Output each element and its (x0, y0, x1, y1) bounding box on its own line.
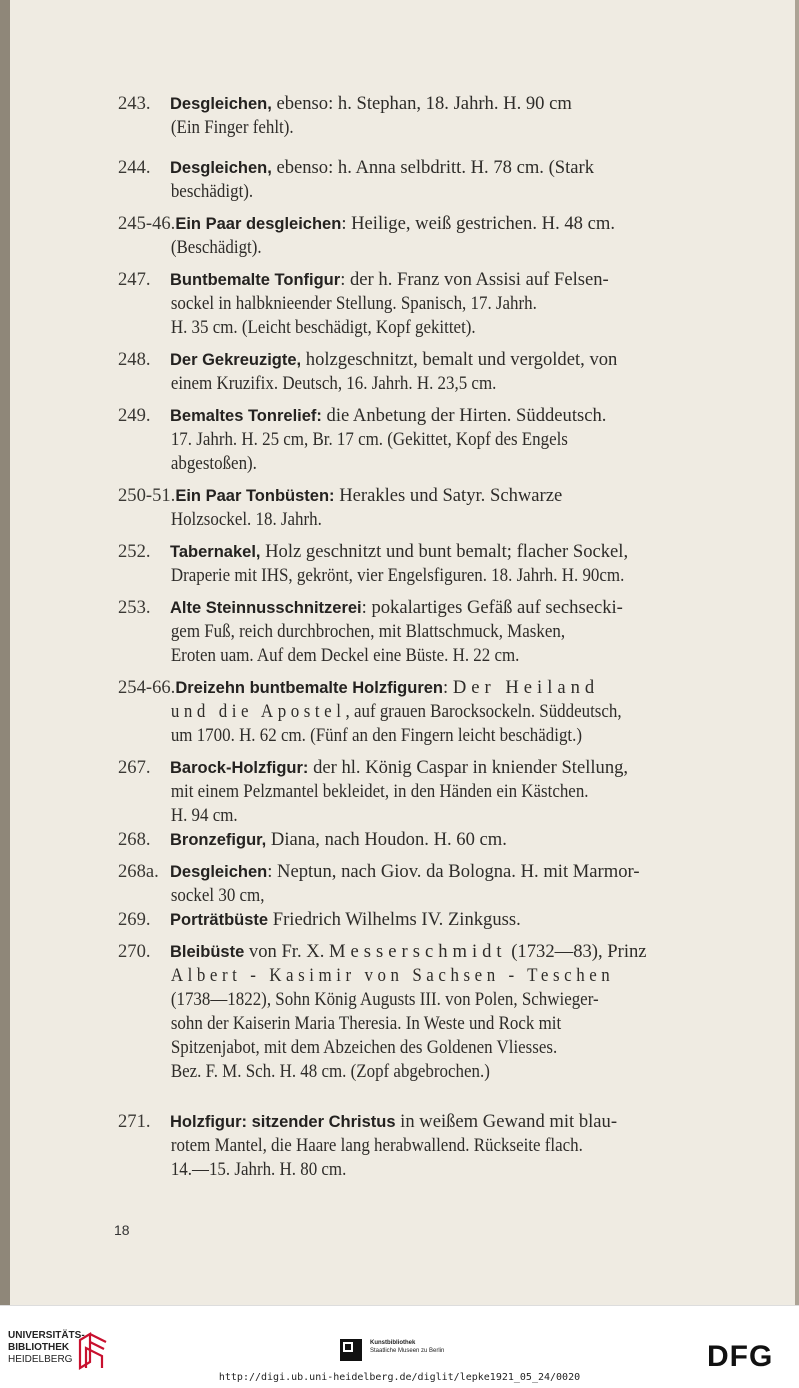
entry-text: rotem Mantel, die Haare lang herabwallend. Rückseite flach. (170, 1135, 583, 1156)
entry-number: 253. (118, 597, 151, 618)
entry-text: Herakles und Satyr. Schwarze (334, 485, 563, 506)
catalog-entry-245-46 (118, 212, 768, 260)
entry-text: Eroten uam. Auf dem Deckel eine Büste. H. 22 cm. (170, 645, 520, 666)
entry-text: in weißem Gewand mit blau- (395, 1111, 618, 1132)
entry-line (118, 92, 768, 116)
entry-line (118, 236, 710, 260)
entry-line (118, 116, 710, 140)
entry-text: Holzsockel. 18. Jahrh. (170, 509, 322, 530)
entry-number: 268a. (118, 861, 159, 882)
entry-number: 252. (118, 541, 151, 562)
ub-heidelberg-logo-icon[interactable] (76, 1330, 112, 1370)
entry-line (118, 404, 768, 428)
entry-title: Porträtbüste (170, 911, 269, 929)
entry-line (118, 540, 768, 564)
entry-text: Bez. F. M. Sch. H. 48 cm. (Zopf abgebrochen.) (170, 1061, 490, 1082)
entry-number: 270. (118, 941, 151, 962)
entry-number: 249. (118, 405, 151, 426)
entry-spaced-name: Albert - Kasimir von Sachsen - Teschen (170, 965, 615, 986)
entry-text: mit einem Pelzmantel bekleidet, in den Händen ein Kästchen. (170, 781, 589, 802)
entry-title: Ein Paar Tonbüsten: (175, 487, 335, 505)
entry-line (118, 988, 710, 1012)
entry-spaced-name: Messerschmidt (329, 941, 507, 962)
entry-line (118, 1134, 710, 1158)
entry-text: (Beschädigt). (170, 237, 262, 258)
entry-text: Spitzenjabot, mit dem Abzeichen des Goldenen Vliesses. (170, 1037, 558, 1058)
entry-line (118, 316, 710, 340)
entry-line (118, 700, 710, 724)
entry-text: einem Kruzifix. Deutsch, 16. Jahrh. H. 23,5 cm. (170, 373, 497, 394)
entry-text: beschädigt). (170, 181, 254, 202)
entry-text: die Anbetung der Hirten. Süddeutsch. (321, 405, 607, 426)
catalog-entry-248 (118, 348, 768, 396)
entry-title: Desgleichen, (170, 95, 272, 113)
entry-text: ebenso: h. Stephan, 18. Jahrh. H. 90 cm (271, 93, 572, 114)
entry-line (118, 908, 768, 932)
catalog-entry-249 (118, 404, 768, 476)
kb-line-2: Staatliche Museen zu Berlin (370, 1348, 445, 1354)
entry-title: Ein Paar desgleichen (175, 215, 342, 233)
entry-line (118, 1036, 710, 1060)
entry-text: Friedrich Wilhelms IV. Zinkguss. (268, 909, 521, 930)
entry-text: sockel in halbknieender Stellung. Spanisch, 17. Jahrh. (170, 293, 537, 314)
entry-line (118, 884, 710, 908)
entry-line (118, 452, 710, 476)
entry-text: : (443, 677, 453, 698)
entry-line (118, 644, 710, 668)
entry-line (118, 620, 710, 644)
catalog-entry-267 (118, 756, 768, 828)
entry-number: 244. (118, 157, 151, 178)
entry-number: 243. (118, 93, 151, 114)
catalog-entry-268 (118, 828, 768, 852)
entry-line (118, 156, 768, 180)
entry-line (118, 292, 710, 316)
entry-line (118, 1110, 768, 1134)
entry-number: 267. (118, 757, 151, 778)
entry-line (118, 1012, 710, 1036)
entry-title: Barock-Holzfigur: (170, 759, 309, 777)
dfg-logo[interactable]: DFG (707, 1340, 774, 1373)
entry-text: 17. Jahrh. H. 25 cm, Br. 17 cm. (Gekittet, Kopf des Engels (170, 429, 568, 450)
entry-spaced-name: und die Apostel (170, 701, 346, 722)
entry-line (118, 372, 710, 396)
entry-text: von Fr. X. (244, 941, 329, 962)
ub-line-2: BIBLIOTHEK (8, 1342, 70, 1353)
entry-line (118, 180, 710, 204)
entry-text: 14.—15. Jahrh. H. 80 cm. (170, 1159, 347, 1180)
entry-text: : Neptun, nach Giov. da Bologna. H. mit Marmor- (267, 861, 640, 882)
entry-number: 271. (118, 1111, 151, 1132)
kunstbibliothek-label[interactable] (370, 1339, 444, 1355)
entry-text: H. 94 cm. (170, 805, 238, 826)
entry-number: 250-51. (118, 485, 176, 506)
entry-line (118, 1060, 710, 1084)
catalog-entry-244 (118, 156, 768, 204)
entry-text: : pokalartiges Gefäß auf sechsecki- (361, 597, 623, 618)
entry-text: (Ein Finger fehlt). (170, 117, 294, 138)
entry-text: gem Fuß, reich durchbrochen, mit Blattschmuck, Masken, (170, 621, 566, 642)
entry-line (118, 804, 710, 828)
entry-text: , auf grauen Barocksockeln. Süddeutsch, (345, 701, 622, 722)
entry-line (118, 508, 710, 532)
entry-line (118, 940, 768, 964)
entry-line (118, 212, 768, 236)
entry-title: Bronzefigur, (170, 831, 267, 849)
entry-text: sockel 30 cm, (170, 885, 265, 906)
entry-title: Dreizehn buntbemalte Holzfiguren (175, 679, 444, 697)
entry-text: Holz geschnitzt und bunt bemalt; flacher Sockel, (260, 541, 629, 562)
entry-text: (1732—83), Prinz (506, 941, 647, 962)
entry-line (118, 756, 768, 780)
entry-number: 254-66. (118, 677, 176, 698)
catalog-entry-243 (118, 92, 768, 140)
catalog-entry-269 (118, 908, 768, 932)
entry-line (118, 860, 768, 884)
entry-text: H. 35 cm. (Leicht beschädigt, Kopf gekittet). (170, 317, 476, 338)
entry-title: Bleibüste (170, 943, 245, 961)
catalog-entry-252 (118, 540, 768, 588)
entry-line (118, 1158, 710, 1182)
entry-text: abgestoßen). (170, 453, 257, 474)
entry-text: der hl. König Caspar in kniender Stellung, (308, 757, 629, 778)
entry-text: Diana, nach Houdon. H. 60 cm. (266, 829, 507, 850)
page-edge-left (0, 0, 10, 1305)
ub-line-3: HEIDELBERG (8, 1354, 73, 1365)
entry-text: : der h. Franz von Assisi auf Felsen- (340, 269, 609, 290)
entry-title: Tabernakel, (170, 543, 261, 561)
permalink-url[interactable]: http://digi.ub.uni-heidelberg.de/diglit/lepke1921_05_24/0020 (218, 1372, 581, 1383)
entry-line (118, 724, 710, 748)
entry-line (118, 428, 710, 452)
entry-title: Bemaltes Tonrelief: (170, 407, 322, 425)
entry-title: Desgleichen, (170, 159, 272, 177)
catalog-entry-268a (118, 860, 768, 908)
catalog-entry-254-66 (118, 676, 768, 748)
entry-line (118, 268, 768, 292)
kb-line-1: Kunstbibliothek (370, 1340, 416, 1346)
entry-title: Desgleichen (170, 863, 268, 881)
page-edge-right (795, 0, 799, 1305)
entry-line (118, 964, 710, 988)
entry-text: um 1700. H. 62 cm. (Fünf an den Fingern leicht beschädigt.) (170, 725, 582, 746)
entry-text: holzgeschnitzt, bemalt und vergoldet, von (301, 349, 618, 370)
entry-number: 245-46. (118, 213, 176, 234)
entry-text: sohn der Kaiserin Maria Theresia. In Weste und Rock mit (170, 1013, 562, 1034)
kunstbibliothek-logo-icon[interactable] (340, 1339, 362, 1361)
entry-text: (1738—1822), Sohn König Augusts III. von Polen, Schwieger- (170, 989, 599, 1010)
entry-number: 268. (118, 829, 151, 850)
entry-line (118, 596, 768, 620)
catalog-entry-270 (118, 940, 768, 1084)
entry-text: ebenso: h. Anna selbdritt. H. 78 cm. (Stark (271, 157, 595, 178)
page-number: 18 (114, 1222, 130, 1238)
entry-line (118, 828, 768, 852)
entry-text: Draperie mit IHS, gekrönt, vier Engelsfiguren. 18. Jahrh. H. 90cm. (170, 565, 625, 586)
entry-title: Der Gekreuzigte, (170, 351, 302, 369)
entry-line (118, 564, 710, 588)
entry-number: 248. (118, 349, 151, 370)
catalog-entry-271 (118, 1110, 768, 1182)
ub-heidelberg-label[interactable] (8, 1330, 85, 1366)
entry-spaced-name: Der Heiland (452, 677, 600, 698)
entry-number: 247. (118, 269, 151, 290)
catalog-entry-247 (118, 268, 768, 340)
entry-line (118, 780, 710, 804)
entry-line (118, 676, 768, 700)
entry-number: 269. (118, 909, 151, 930)
entry-line (118, 348, 768, 372)
entry-title: Alte Steinnusschnitzerei (170, 599, 362, 617)
catalog-entry-250-51 (118, 484, 768, 532)
ub-line-1: UNIVERSITÄTS- (8, 1330, 85, 1341)
catalog-entry-253 (118, 596, 768, 668)
entry-title: Buntbemalte Tonfigur (170, 271, 341, 289)
entry-line (118, 484, 768, 508)
entry-text: : Heilige, weiß gestrichen. H. 48 cm. (341, 213, 615, 234)
entry-title: Holzfigur: sitzender Christus (170, 1113, 396, 1131)
